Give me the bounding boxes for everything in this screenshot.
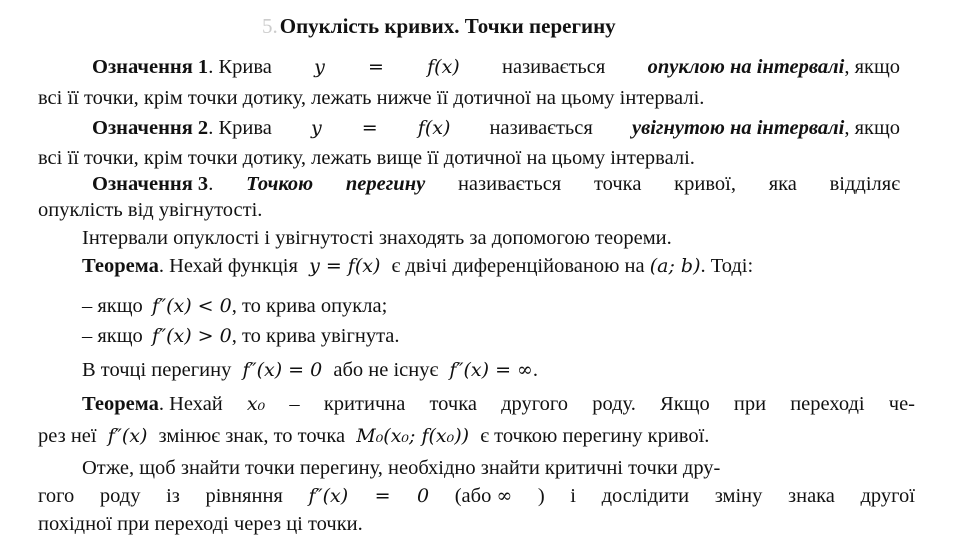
formula-second-derivative: f″(x) [107, 425, 148, 447]
formula-y-fx: y = f(x) [309, 255, 381, 277]
theorem-2-line-1: Теорема. Нехай x₀ – критична точка другого роду. Якщо при переході че- [82, 393, 915, 415]
x0-symbol: x₀ [246, 393, 266, 415]
theorem-1-case-convex: – якщо f″(x) < 0, то крива опукла; [82, 295, 388, 317]
theorem-1-label: Теорема [82, 255, 159, 277]
definition-3-label: Означення 3 [92, 173, 209, 195]
slide-title [262, 14, 616, 39]
title-number: 5. [262, 14, 278, 38]
formula-second-derivative-zero: f″(x) = 0 [308, 485, 430, 507]
definition-3-line-2: опуклість від увігнутості. [38, 199, 263, 221]
theorem-2-label: Теорема [82, 393, 159, 415]
definition-2-line-1: Означення 2. Крива y = f(x) називається увігнутою на інтервалі, якщо [92, 117, 901, 139]
intro-line: Інтервали опуклості і увігнутості знаходять за допомогою теореми. [82, 227, 672, 249]
definition-2-label: Означення 2 [92, 117, 209, 139]
formula-y-fx: y = f(x) [314, 56, 460, 78]
formula-y-fx: y = f(x) [311, 117, 451, 139]
title-text: Опуклість кривих. Точки перегину [279, 14, 616, 38]
point-m0: M₀(x₀; f(x₀)) [356, 425, 470, 447]
definition-1-line-1: Означення 1. Крива y = f(x) називається опуклою на інтервалі, якщо [92, 56, 901, 78]
theorem-1-statement: Теорема. Нехай функція y = f(x) є двічі диференційованою на (a; b). Тоді: [82, 255, 754, 277]
formula-second-derivative-negative: f″(x) < 0 [151, 295, 232, 317]
formula-second-derivative-zero: f″(x) = 0 [242, 359, 323, 381]
definition-1-label: Означення 1 [92, 56, 209, 78]
interval-ab: (a; b) [649, 255, 701, 277]
definition-2-line-2: всі її точки, крім точки дотику, лежать вище її дотичної на цьому інтервалі. [38, 147, 695, 169]
infinity-symbol: ∞ [496, 485, 513, 507]
term-convex: опуклою на інтервалі [647, 56, 845, 78]
term-inflection-point: Точкою перегину [246, 173, 426, 195]
theorem-2-line-2: рез неї f″(x) змінює знак, то точка M₀(x₀; f(x₀)) є точкою перегину кривої. [38, 425, 710, 447]
formula-second-derivative-positive: f″(x) > 0 [151, 325, 232, 347]
formula-second-derivative-infinity: f″(x) = ∞ [449, 359, 533, 381]
definition-1-line-2: всі її точки, крім точки дотику, лежать нижче її дотичної на цьому інтервалі. [38, 87, 705, 109]
inflection-condition: В точці перегину f″(x) = 0 або не існує f″(x) = ∞. [82, 359, 539, 381]
conclusion-line-1: Отже, щоб знайти точки перегину, необхідно знайти критичні точки дру- [82, 457, 721, 479]
theorem-1-case-concave: – якщо f″(x) > 0, то крива увігнута. [82, 325, 400, 347]
definition-3-line-1: Означення 3. Точкою перегину називається точка кривої, яка відділяє [92, 173, 901, 195]
conclusion-line-2: гого роду із рівняння f″(x) = 0 (або ∞ ) і дослідити зміну знака другої [38, 485, 916, 507]
conclusion-line-3: похідної при переході через ці точки. [38, 513, 363, 535]
term-concave: увігнутою на інтервалі [631, 117, 845, 139]
